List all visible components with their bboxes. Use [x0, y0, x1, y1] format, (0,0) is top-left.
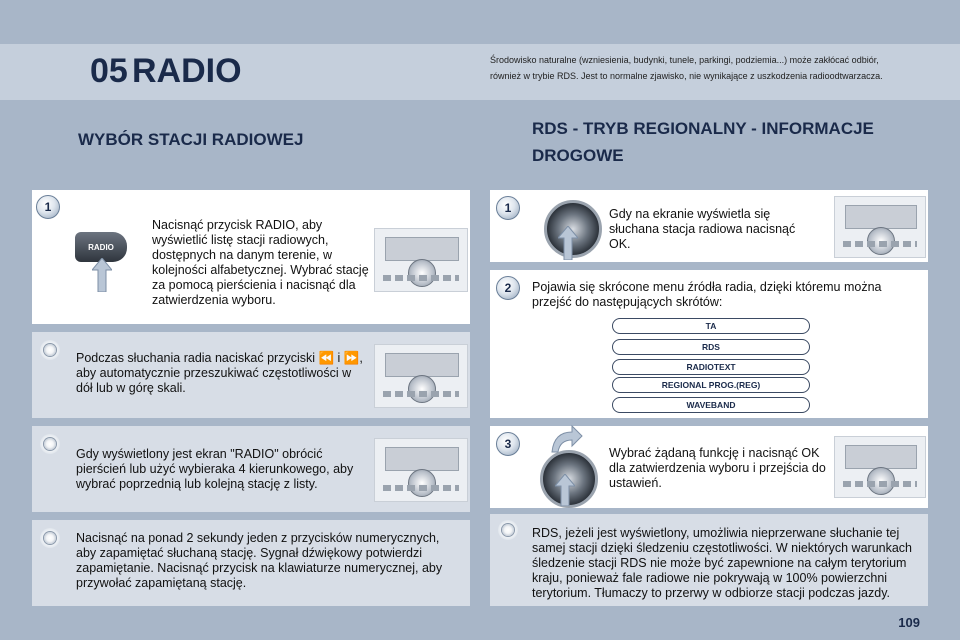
- tip-icon: [498, 520, 518, 540]
- menu-option-radiotext: RADIOTEXT: [612, 359, 810, 375]
- step-text: Nacisnąć przycisk RADIO, aby wyświetlić listę stacji radiowych, dostępnych na danym terenie, w kolejności alfabetycznej. Wybrać stację za pomocą pierścienia i nacisnąć dla zatwierdzenia wyboru.: [152, 218, 369, 307]
- tip-icon: [40, 340, 60, 360]
- radio-button-icon: RADIO: [75, 232, 127, 262]
- step-number: 3: [496, 432, 520, 456]
- page-number: 109: [898, 615, 920, 630]
- left-section-title: WYBÓR STACJI RADIOWEJ: [78, 130, 304, 149]
- tip-icon: [40, 528, 60, 548]
- step-number: 2: [496, 276, 520, 300]
- menu-option-ta: TA: [612, 318, 810, 334]
- page-title: RADIO: [132, 52, 242, 90]
- arrow-up-icon: [558, 226, 578, 260]
- step-text: Pojawia się skrócone menu źródła radia, dzięki któremu można przejść do następujących skrótów:: [532, 280, 882, 309]
- arrow-up-icon: [555, 474, 575, 506]
- step-text: Gdy na ekranie wyświetla się słuchana stacja radiowa nacisnąć OK.: [609, 207, 796, 251]
- step-text: Wybrać żądaną funkcję i nacisnąć OK dla zatwierdzenia wyboru i przejścia do ustawień.: [609, 446, 826, 490]
- menu-option-waveband: WAVEBAND: [612, 397, 810, 413]
- radio-panel-image: [374, 344, 468, 408]
- radio-panel-image: [834, 436, 926, 498]
- radio-panel-image: [834, 196, 926, 258]
- intro-text: Środowisko naturalne (wzniesienia, budynki, tunele, parkingi, podziemia...) może zakłócać odbiór, również w trybie RDS. Jest to normalne zjawisko, nie wynikające z uszkodzenia radioodtwarzacza.: [490, 55, 883, 81]
- radio-panel-image: [374, 228, 468, 292]
- menu-option-regional-prog: REGIONAL PROG.(REG): [612, 377, 810, 393]
- radio-panel-image: [374, 438, 468, 502]
- chapter-number: 05: [90, 52, 128, 90]
- tip-text: Nacisnąć na ponad 2 sekundy jeden z przycisków numerycznych, aby zapamiętać słuchaną stację. Sygnał dźwiękowy potwierdzi zapamiętanie. Nacisnąć przycisk na klawiaturze numerycznej, aby przywołać zapamiętaną stację.: [76, 531, 443, 590]
- step-number: 1: [36, 195, 60, 219]
- step-number: 1: [496, 196, 520, 220]
- right-section-title: RDS - TRYB REGIONALNY - INFORMACJE DROGOWE: [532, 119, 874, 165]
- tip-text: RDS, jeżeli jest wyświetlony, umożliwia nieprzerwane słuchanie tej samej stacji dzięki śledzeniu częstotliwości. W niektórych warunkach śledzenie stacji RDS nie może być zapewnione na całym terytorium kraju, ponieważ fale radiowe nie pokrywają w 100% powierzchni terytorium. Tłumaczy to przerwy w odbiorze stacji podczas jazdy.: [532, 526, 913, 600]
- tip-text: Gdy wyświetlony jest ekran "RADIO" obrócić pierścień lub użyć wybieraka 4 kierunkowego, aby wybrać poprzednią lub kolejną stację z listy.: [76, 447, 354, 491]
- arrow-up-icon: [92, 258, 112, 292]
- tip-text: Podczas słuchania radia naciskać przyciski ⏪ i ⏩, aby automatycznie przeszukiwać częstotliwości w dół lub w górę skali.: [76, 351, 363, 395]
- tip-icon: [40, 434, 60, 454]
- menu-option-rds: RDS: [612, 339, 810, 355]
